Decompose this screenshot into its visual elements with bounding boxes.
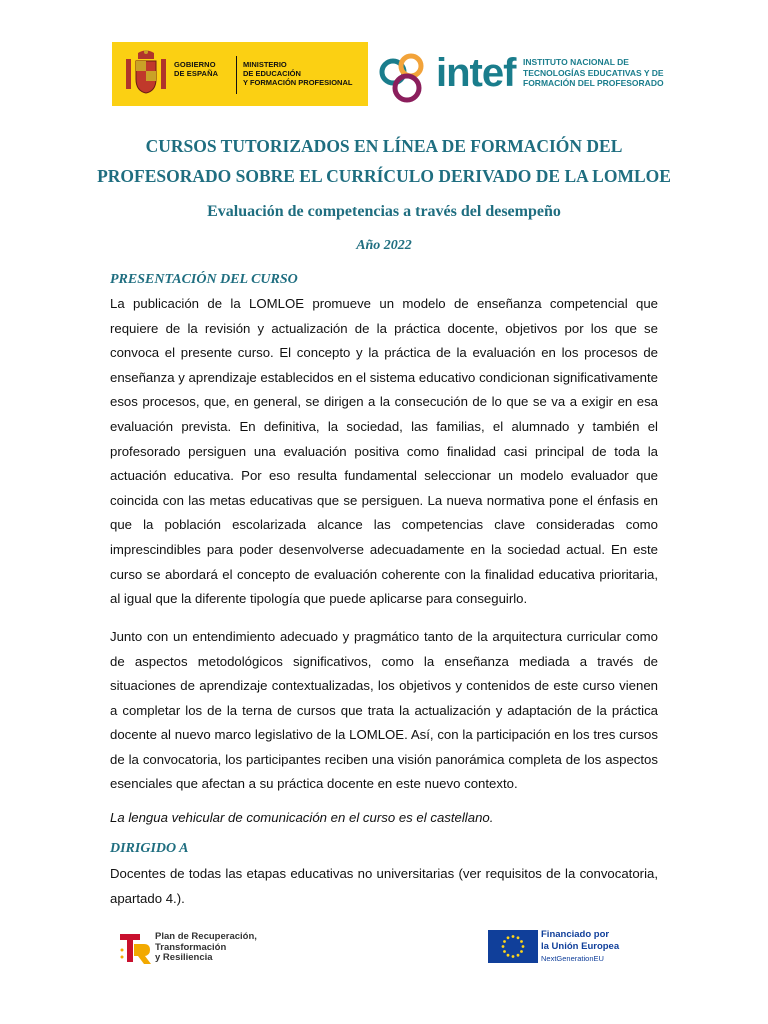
eu-funding-label: Financiado por la Unión Europea [541, 929, 620, 952]
course-subtitle: Evaluación de competencias a través del desempeño [207, 203, 561, 220]
nextgeneration-label: NextGenerationEU [541, 954, 604, 963]
gobierno-label: GOBIERNO DE ESPAÑA [174, 60, 219, 78]
dirigido-paragraph: Docentes de todas las etapas educativas no universitarias (ver requisitos de la convocatoria, apartado 4.). [110, 866, 658, 906]
section-heading-presentacion: PRESENTACIÓN DEL CURSO [110, 272, 298, 287]
intef-logo-icon [377, 52, 433, 104]
intef-description: INSTITUTO NACIONAL DE TECNOLOGÍAS EDUCATIVAS Y DE FORMACIÓN DEL PROFESORADO [523, 57, 664, 88]
ministerio-label: MINISTERIO DE EDUCACIÓN Y FORMACIÓN PROFESIONAL [243, 60, 353, 87]
document-title-line-1: CURSOS TUTORIZADOS EN LÍNEA DE FORMACIÓN DEL [145, 136, 623, 156]
document-title-line-2: PROFESORADO SOBRE EL CURRÍCULO DERIVADO DE LA LOMLOE [97, 166, 671, 186]
gobierno-ministerio-logo [112, 42, 368, 106]
eu-flag-icon [488, 930, 538, 963]
intef-wordmark: intef [436, 51, 516, 95]
prtr-logo-icon [118, 930, 152, 964]
language-note: La lengua vehicular de comunicación en el curso es el castellano. [110, 810, 494, 825]
presentacion-paragraph-1: La publicación de la LOMLOE promueve un modelo de enseñanza competencial que requiere de la revisión y actualización de la práctica docente, objetivos por los que se convoca el presente curso. El concepto y la práctica de la evaluación en los procesos de enseñanza y aprendizaje establecidos en el sistema educativo condicionan significativamente esos procesos, que, en general, se dirigen a la consecución de lo que se va a exigir en esa evaluación prevista. En definitiva, la sociedad, las familias, el alumnado y también el profesorado persiguen una evaluación positiva como finalidad casi principal de toda la actuación educativa. Por eso resulta fundamental seleccionar un modelo evaluador que coincida con las metas educativas que se persiguen. La nueva normativa pone el énfasis en que la población escolarizada alcance las competencias clave consideradas como imprescindibles para poder desenvolverse adecuadamente en la sociedad actual. En este curso se abordará el concepto de evaluación coherente con la finalidad educativa prioritaria, al igual que la diferente tipología que puede aplicarse para conseguirlo. [110, 296, 658, 607]
course-year: Año 2022 [356, 238, 412, 253]
coat-of-arms-icon [122, 49, 170, 99]
section-heading-dirigido: DIRIGIDO A [110, 841, 189, 856]
prtr-label: Plan de Recuperación, Transformación y Resiliencia [155, 931, 257, 963]
logo-divider [236, 56, 237, 94]
presentacion-paragraph-2: Junto con un entendimiento adecuado y pragmático tanto de la arquitectura curricular como de aspectos metodológicos significativos, como la enseñanza mediada a través de situaciones de aprendizaje contextualizadas, los objetivos y contenidos de este curso vienen a completar los de la terna de cursos que trata la actualización y adaptación de la práctica docente al nuevo marco legislativo de la LOMLOE. Así, con la participación en los tres cursos de la convocatoria, los participantes reciben una visión panorámica completa de los aspectos esenciales que afectan a su práctica docente en este nuevo contexto. [110, 629, 658, 791]
